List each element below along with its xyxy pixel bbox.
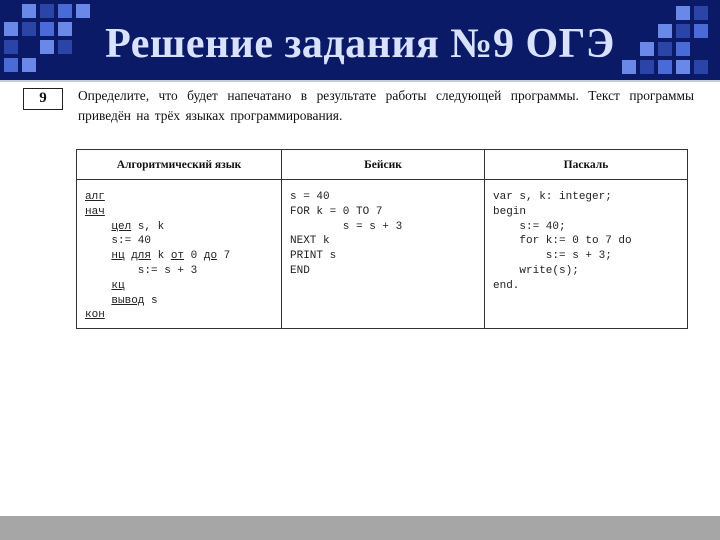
code-token: 7 <box>217 250 231 263</box>
code-token: s <box>144 294 158 307</box>
code-line: s:= s + 3; <box>545 250 612 263</box>
code-token: s:= s + 3 <box>137 264 198 277</box>
code-keyword: нач <box>85 205 105 218</box>
code-line <box>85 205 281 220</box>
pascal-code <box>485 180 687 328</box>
code-line <box>85 249 281 264</box>
code-line: s = s + 3 <box>342 220 403 233</box>
code-keyword: кц <box>111 279 125 292</box>
code-line: FOR k = 0 TO 7 <box>290 205 383 218</box>
task-number-badge: 9 <box>23 88 63 110</box>
code-line: s = 40 <box>290 191 330 203</box>
code-line <box>85 220 281 235</box>
code-line <box>85 234 281 249</box>
code-keyword: нц <box>111 250 125 263</box>
code-line: NEXT k <box>290 235 330 248</box>
basic-code <box>282 180 485 328</box>
code-line <box>85 264 281 279</box>
slide-header <box>0 0 720 80</box>
code-line: begin <box>493 205 527 218</box>
code-line <box>85 279 281 294</box>
algorithmic-code <box>77 180 282 328</box>
decor-square <box>22 4 36 18</box>
code-keyword: до <box>203 250 218 263</box>
code-token: s, k <box>131 220 165 233</box>
code-table <box>76 149 688 329</box>
footer-bar <box>0 516 720 540</box>
decor-square <box>40 4 54 18</box>
code-line: END <box>290 264 310 277</box>
column-header-basic: Бейсик <box>282 150 485 180</box>
code-line: end. <box>493 279 520 292</box>
decor-square <box>76 4 90 18</box>
code-line: for k:= 0 to 7 do <box>519 235 632 248</box>
header-divider <box>0 80 720 82</box>
code-line <box>85 294 281 309</box>
slide-title: Решение задания №9 ОГЭ <box>105 21 615 67</box>
code-line: s:= 40; <box>519 220 566 233</box>
code-keyword: цел <box>111 220 132 233</box>
decor-square <box>58 4 72 18</box>
decor-square <box>676 6 690 20</box>
column-header-algorithmic: Алгоритмический язык <box>77 150 282 180</box>
code-line: var s, k: integer; <box>493 191 612 203</box>
code-line: write(s); <box>519 264 579 277</box>
code-keyword: вывод <box>111 294 145 307</box>
decor-square <box>694 6 708 20</box>
task-statement: Определите, что будет напечатано в результате работы следующей программы. Текст программы приведён на трёх языках программирования. <box>78 88 694 123</box>
code-keyword: кон <box>85 309 105 322</box>
column-header-pascal: Паскаль <box>485 150 687 180</box>
code-token: 0 <box>184 250 204 263</box>
code-line <box>85 190 281 205</box>
code-line <box>85 308 281 323</box>
code-token: k <box>151 250 171 263</box>
code-keyword: алг <box>85 191 105 203</box>
code-keyword: для <box>131 250 152 263</box>
code-line: PRINT s <box>290 250 337 263</box>
code-keyword: от <box>170 250 185 263</box>
code-token: s:= 40 <box>111 235 151 248</box>
